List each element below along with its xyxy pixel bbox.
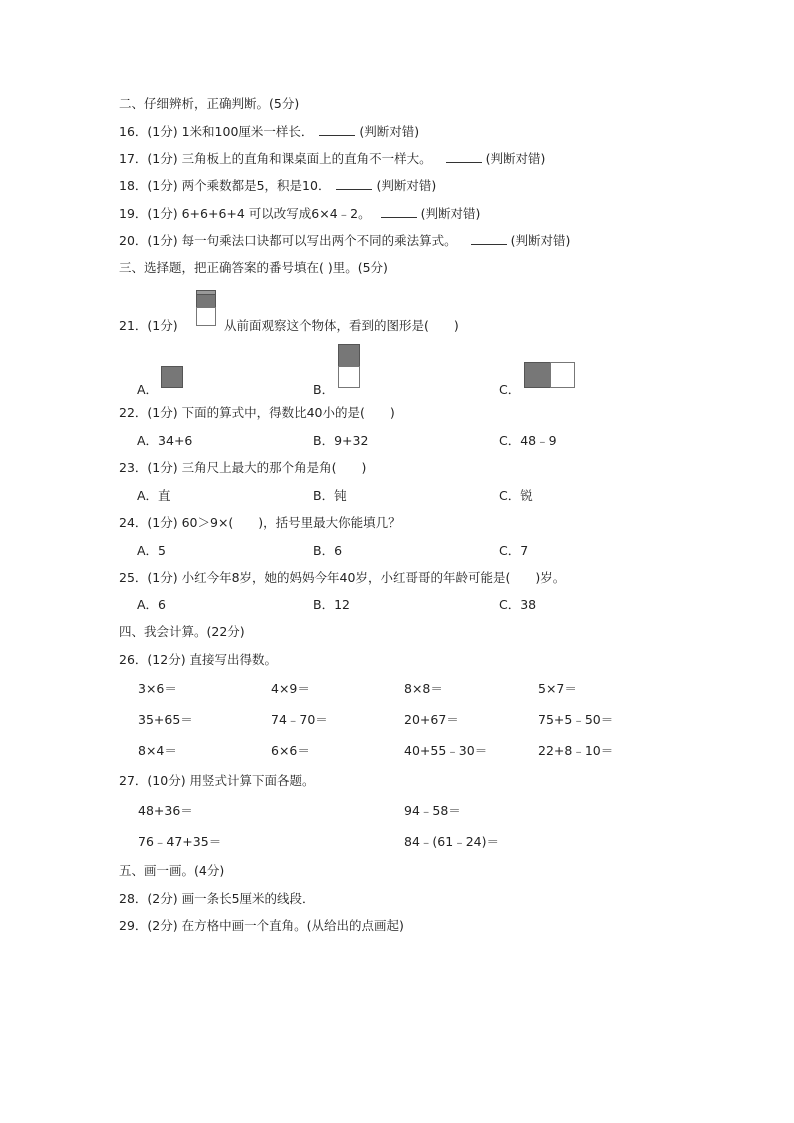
question-16-tail: (判断对错) (359, 124, 420, 139)
section-3-title: 三、选择题，把正确答案的番号填在( )里。(5分) (119, 260, 388, 275)
vertical-calc-item: 94﹣58＝ (404, 803, 461, 818)
option-24-b[interactable]: B．6 (313, 543, 343, 558)
question-18-tail: (判断对错) (376, 178, 437, 193)
option-21-a-figure (161, 366, 183, 388)
question-25: 25．(1分) 小红今年8岁，她的妈妈今年40岁，小红哥哥的年龄可能是( )岁。 (119, 570, 566, 585)
question-21-prefix: 21．(1分) (119, 318, 178, 333)
calc-item: 5×7＝ (538, 681, 577, 696)
question-23: 23．(1分) 三角尺上最大的那个角是角( ) (119, 460, 367, 475)
section-2-title: 二、仔细辨析，正确判断。(5分) (119, 96, 300, 111)
question-29: 29．(2分) 在方格中画一个直角。(从给出的点画起) (119, 918, 404, 933)
question-22: 22．(1分) 下面的算式中，得数比40小的是( ) (119, 405, 395, 420)
question-17 (119, 151, 545, 167)
calc-item: 35+65＝ (138, 712, 193, 727)
option-23-b[interactable]: B．钝 (313, 488, 347, 503)
option-21-c-figure-left (524, 362, 551, 388)
question-17-text: 17．(1分) 三角板上的直角和课桌面上的直角不一样大。 (119, 151, 432, 166)
option-24-c[interactable]: C．7 (499, 543, 529, 558)
option-22-a[interactable]: A．34+6 (137, 433, 193, 448)
calc-item: 8×4＝ (138, 743, 177, 758)
answer-blank-18[interactable] (336, 178, 372, 190)
question-18 (119, 178, 436, 194)
question-20 (119, 233, 570, 249)
question-17-tail: (判断对错) (485, 151, 546, 166)
question-26: 26．(12分) 直接写出得数。 (119, 652, 278, 667)
option-25-c[interactable]: C．38 (499, 597, 537, 612)
option-23-a[interactable]: A．直 (137, 488, 171, 503)
option-21-a-label[interactable]: A． (137, 382, 159, 397)
calc-item: 75+5﹣50＝ (538, 712, 614, 727)
answer-blank-17[interactable] (446, 151, 482, 163)
answer-blank-16[interactable] (319, 124, 355, 136)
option-21-b-figure-top (338, 344, 360, 367)
calc-item: 22+8﹣10＝ (538, 743, 614, 758)
calc-item: 40+55﹣30＝ (404, 743, 488, 758)
option-22-c[interactable]: C．48﹣9 (499, 433, 557, 448)
question-24: 24．(1分) 60＞9×( )，括号里最大你能填几？ (119, 515, 401, 530)
option-21-c-label[interactable]: C． (499, 382, 521, 397)
section-4-title: 四、我会计算。(22分) (119, 624, 245, 639)
option-21-b-label[interactable]: B． (313, 382, 335, 397)
question-19 (119, 206, 480, 222)
question-19-tail: (判断对错) (420, 206, 481, 221)
question-16 (119, 124, 419, 140)
answer-blank-19[interactable] (381, 206, 417, 218)
vertical-calc-item: 76﹣47+35＝ (138, 834, 222, 849)
cube-top-face-figure (196, 290, 216, 295)
question-21-text: 从前面观察这个物体，看到的图形是( ) (224, 318, 459, 333)
option-21-c-figure-right (550, 362, 575, 388)
section-5-title: 五、画一画。(4分) (119, 863, 225, 878)
question-28: 28．(2分) 画一条长5厘米的线段． (119, 891, 315, 906)
cube-bottom-block-figure (196, 307, 216, 326)
calc-item: 74﹣70＝ (271, 712, 328, 727)
calc-item: 8×8＝ (404, 681, 443, 696)
option-25-b[interactable]: B．12 (313, 597, 350, 612)
calc-item: 6×6＝ (271, 743, 310, 758)
vertical-calc-item: 84﹣(61﹣24)＝ (404, 834, 499, 849)
question-19-text: 19．(1分) 6+6+6+4 可以改写成6×4﹣2。 (119, 206, 371, 221)
vertical-calc-item: 48+36＝ (138, 803, 193, 818)
option-21-b-figure-bottom (338, 366, 360, 388)
option-24-a[interactable]: A．5 (137, 543, 167, 558)
calc-item: 4×9＝ (271, 681, 310, 696)
question-20-text: 20．(1分) 每一句乘法口诀都可以写出两个不同的乘法算式。 (119, 233, 457, 248)
option-25-a[interactable]: A．6 (137, 597, 167, 612)
answer-blank-20[interactable] (471, 233, 507, 245)
question-18-text: 18．(1分) 两个乘数都是5，积是10． (119, 178, 331, 193)
option-22-b[interactable]: B．9+32 (313, 433, 369, 448)
question-16-text: 16．(1分) 1米和100厘米一样长． (119, 124, 314, 139)
question-20-tail: (判断对错) (510, 233, 571, 248)
option-23-c[interactable]: C．锐 (499, 488, 533, 503)
calc-item: 3×6＝ (138, 681, 177, 696)
calc-item: 20+67＝ (404, 712, 459, 727)
question-27: 27．(10分) 用竖式计算下面各题。 (119, 773, 315, 788)
